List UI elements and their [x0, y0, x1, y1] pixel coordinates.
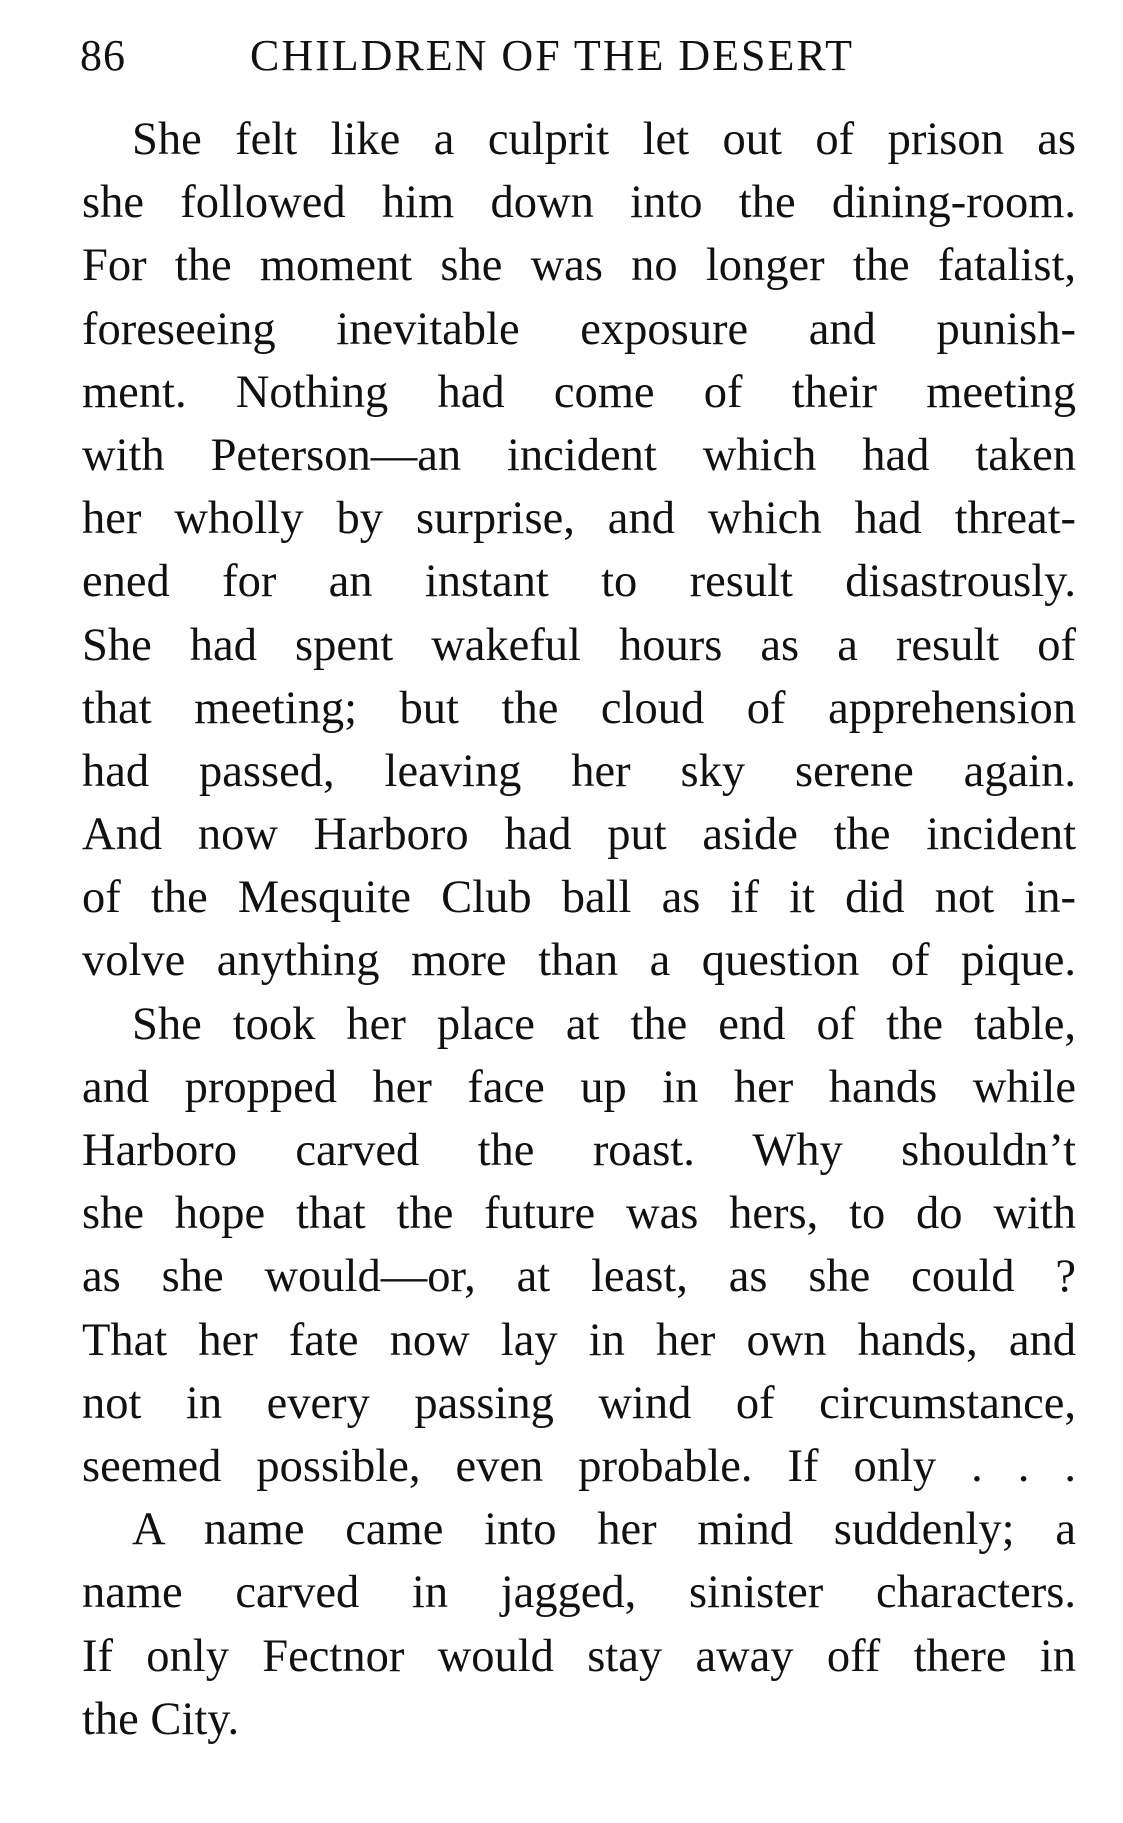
text-line: name carved in jagged, sinister characters. [82, 1567, 1076, 1619]
text-line: seemed possible, even probable. If only . . . [82, 1440, 1076, 1492]
text-line: A name came into her mind suddenly; a [132, 1504, 1076, 1556]
text-line: She felt like a culprit let out of prison as [132, 114, 1076, 165]
text-line: not in every passing wind of circumstance, [82, 1377, 1076, 1429]
text-line: her wholly by surprise, and which had threat- [82, 493, 1076, 545]
text-line: And now Harboro had put aside the incident [82, 809, 1076, 861]
text-line: had passed, leaving her sky serene again. [82, 745, 1076, 797]
text-line: She had spent wakeful hours as a result of [82, 619, 1076, 671]
running-title: CHILDREN OF THE DESERT [250, 31, 854, 80]
text-line: She took her place at the end of the table, [132, 998, 1076, 1050]
text-line: of the Mesquite Club ball as if it did not in- [82, 872, 1076, 924]
paragraph [82, 993, 1076, 1499]
text-line: the City. [82, 1693, 240, 1745]
paragraph [82, 1498, 1076, 1751]
text-line: ened for an instant to result disastrously. [82, 556, 1076, 608]
text-line: that meeting; but the cloud of apprehension [82, 682, 1076, 734]
text-line: and propped her face up in her hands while [82, 1061, 1076, 1113]
page-number: 86 [80, 31, 126, 80]
paragraph [82, 108, 1076, 993]
text-line: with Peterson—an incident which had taken [82, 429, 1076, 481]
page-header [80, 26, 940, 86]
text-line: If only Fectnor would stay away off there in [82, 1630, 1076, 1682]
text-line: Harboro carved the roast. Why shouldn’t [82, 1125, 1076, 1176]
body-text [82, 108, 1076, 1751]
text-line: as she would—or, at least, as she could ? [82, 1251, 1076, 1303]
text-line: ment. Nothing had come of their meeting [82, 366, 1076, 418]
text-line: volve anything more than a question of pique. [82, 935, 1076, 987]
text-line: she followed him down into the dining-room. [82, 177, 1076, 229]
text-line: foreseeing inevitable exposure and punish- [82, 303, 1076, 355]
text-line: That her fate now lay in her own hands, and [82, 1314, 1076, 1366]
text-line: For the moment she was no longer the fatalist, [82, 240, 1076, 292]
text-line: she hope that the future was hers, to do with [82, 1188, 1076, 1240]
